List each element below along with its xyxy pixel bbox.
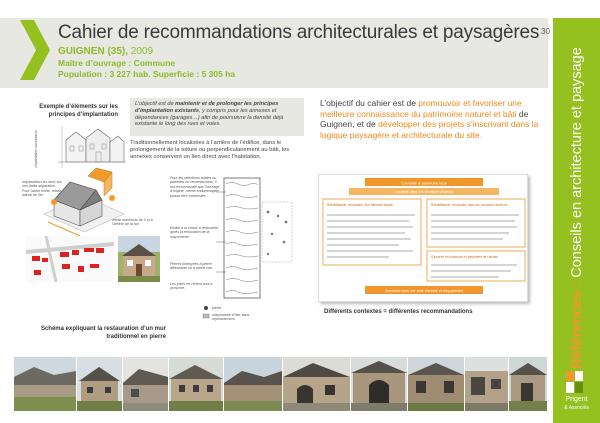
sketch-vertical-text: implantation successive — [34, 130, 38, 168]
example-label: Exemple d’éléments sur les principes d’implantation — [39, 104, 118, 118]
side-title — [553, 47, 600, 369]
strip-photo-4 — [169, 357, 223, 411]
strip-photo-2 — [77, 357, 122, 411]
page-title: Cahier de recommandations architecturales et paysagères — [58, 22, 540, 43]
traditional-text: Traditionnellement localisées à l’arrière de l’édifice, dans le prolongement de la toiture ou perpendiculairement au bâti, les annexes conservent un lien direct avec l’habitation. — [130, 140, 290, 160]
commune-name: GUIGNEN (35), — [58, 46, 129, 57]
intro-box — [130, 98, 304, 136]
house-left-note: Implantation au nord, sur une limite séparative. Pour l’autre limite, retrait latéral de 3m — [22, 180, 62, 197]
house-right-note: retrait maximum de 3 m à l’arrière de la rue — [112, 218, 153, 227]
house-photo — [118, 236, 160, 282]
strip-photo-7 — [351, 357, 407, 411]
maitre-ouvrage: Maître d’ouvrage : Commune — [58, 58, 176, 68]
legend-item-1: pierre — [212, 306, 222, 310]
strip-photo-9 — [465, 357, 508, 411]
logo-name: Prigent — [565, 396, 588, 403]
objective-part-4: développer des projets s’inscrivant dans la logique paysagère et architecturale du site. — [320, 119, 539, 140]
intro-text-3: , y compris pour les annexes et dépendances (garages…) afin de poursuivre la densité déjà existante le long des rues et voies. — [135, 107, 284, 128]
site-plan-illustration — [26, 236, 114, 282]
strip-photo-1 — [14, 357, 76, 411]
objective-text — [320, 98, 548, 140]
wall-note-3: Pierres jointoyées à pierre affleurante ou à pierre vue. — [170, 262, 213, 271]
wall-note-1: Pour les réfections totales ou partielles ou reconstruction, il est recommandé que l’ouvrage d’origine, même endommagée, puisse être conservée... — [170, 176, 220, 198]
logo — [555, 369, 598, 419]
logo-sub: & Associés — [564, 405, 589, 411]
wall-note-2: Enduit à la chaux à renouveler après la rénovation de la maçonnerie. — [170, 226, 219, 239]
strip-photo-6 — [283, 357, 350, 411]
photo-strip — [14, 357, 547, 411]
schema-row-2: Contexte dans des situations d’habitat — [395, 190, 453, 195]
commune-year: 2009 — [130, 46, 154, 57]
logo-mark-icon — [564, 369, 586, 395]
schema-bottom-box: Construire dans une zone d’activité et d’équipement — [384, 289, 464, 294]
strip-photo-8 — [408, 357, 464, 411]
schema-diagram — [319, 175, 529, 303]
objective-part-2: promouvoir et favoriser une meilleure connaissance du patrimoine naturel et bâti — [320, 98, 522, 119]
schema-top-box: Connaître le patrimoine local — [401, 181, 447, 186]
page-number: 30 — [541, 27, 550, 36]
side-title-accent: Références : — [568, 281, 585, 369]
strip-photo-3 — [123, 357, 168, 411]
wall-note-4: Les joints en ciment sont à proscrire. — [170, 282, 213, 291]
chevron-icon — [20, 20, 50, 80]
intro-text-bold: maintenir et de prolonger les principes d’implantation existants — [135, 101, 279, 114]
commune-label — [58, 46, 153, 57]
legend-item-2: maçonnerie d’hier sans rejointoiement — [212, 313, 250, 322]
strip-photo-10 — [509, 357, 547, 411]
schema-label: Schéma expliquant la restauration d’un mur traditionnel en pierre — [40, 326, 166, 340]
population-info: Population : 3 227 hab. Superficie : 5 305 ha — [58, 69, 236, 79]
schema-col-a-title: Réhabilitation, rénovation d’un bâtiment ancien — [327, 203, 394, 207]
recommendations-schema — [318, 174, 528, 302]
objective-part-3: de Guignen, et de — [320, 108, 529, 130]
contexts-label: Différents contextes = différentes recommandations — [324, 309, 473, 315]
schema-col-b-title: Réhabilitation, rénovation dans les nouveaux secteurs — [431, 203, 508, 207]
side-title-rest: Conseils en architecture et paysage — [568, 47, 585, 282]
schema-mid-box: S’inscrire et construire en périphérie de l’ancien — [431, 255, 499, 259]
intro-text-1: L’objectif est de — [135, 101, 176, 107]
objective-part-1: L’objectif du cahier est de — [320, 98, 419, 108]
strip-photo-5 — [224, 357, 282, 411]
